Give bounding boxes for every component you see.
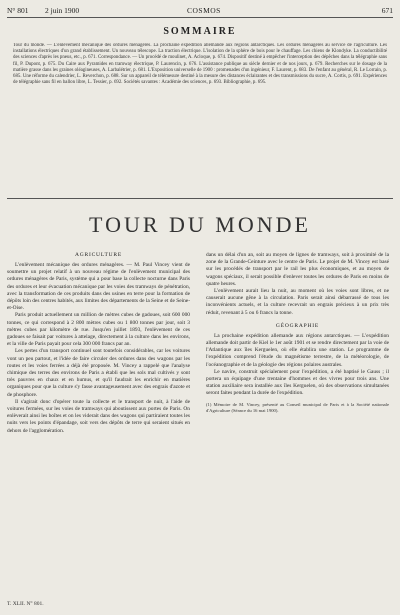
header-rule bbox=[7, 17, 393, 18]
left-column bbox=[7, 249, 190, 594]
paragraph: L'enlèvement aurait lieu la nuit, au moment où les voies sont libres, et ne causerait aucune gêne à la circulation. Paris serait ainsi débarrassé de tous les inconvénients actuels, et la culture recevrait un engrais précieux à un prix très réduit, revenant à 5 ou 6 francs la tonne. bbox=[206, 288, 389, 316]
paragraph: Les pertes d'un transport continuel sont toutefois considérables, car les voitures vont un peu partout, et l'idée de faire circuler des ordures dans des wagons par les routes et les voies ferrées a déjà été proposée. M. Vincey a rappelé que l'analyse chimique des terres des environs de Paris a établi que les sols mal cultivés y sont très pauvres en chaux et en humus, et qu'il faudrait les enrichir en matières organiques pour que la culture s'y fasse avantageusement avec des engrais d'azote et de phosphore. bbox=[7, 348, 190, 398]
journal-page bbox=[7, 4, 393, 611]
sommaire-text: Tour du monde. — L'enlèvement mécanique des ordures ménagères. La prochaine expédition allemande aux régions antarctiques. Les ordures ménagères au service de l'agriculture. Les installations électriques d'un grand établissement. Un nouveau télescope. La traction électrique. L'isolation de la sphère de bois pour le chauffage. Les chiens de Klondyke. La conductibilité des sciences d'après les pneus, etc., p. 671. Correspondance. — Un procédé de moulinet, A. Acloque, p. 674. Dispositif destiné à empêcher l'interception des dépêches dans la télégraphie sans fil, P. Dupont, p. 675. Du Caire aux Pyramides en tramway électrique, P. Laurencin, p. 676. L'assistance publique au siècle dernier et de nos jours, p. 679. Recherches sur le dosage de la matière grasse dans les graines oléagineuses, A. Larbalétrier, p. 681. L'Exposition universelle de 1900 : promenades d'un ingénieur, F. Laurent, p. 683. De l'enfant au général, R. Le Lorrain, p. 685. Une réforme du calendrier, L. Reverchon, p. 688. Sur un appareil de télémesure destiné à la mesure des distances éclairantes et des transmissions du sucre, A. Cortis, p. 691. Expériences de télégraphie sans fil en ballon libre, L. Tessier, p. 692. Sociétés savantes : Académie des sciences, p. 693. Bibliographie, p. 695. bbox=[13, 43, 387, 86]
section-heading: AGRICULTURE bbox=[74, 252, 123, 258]
paragraph: L'enlèvement mécanique des ordures ménagères. — M. Paul Vincey vient de soumettre un projet relatif à un nouveau régime de l'enlèvement municipal des ordures ménagères de Paris, système qui a pour base la collecte nocturne dans Paris des ordures et leur évacuation mécanique par les voies des tramways de pénétration, avec la transformation de ces produits dans des usines en terre pour la formation de dépôts loin des centres habités, aux limites des départements de la Seine et de Seine-et-Oise. bbox=[7, 262, 190, 312]
section-heading: GÉOGRAPHIE bbox=[275, 322, 320, 329]
right-column bbox=[206, 249, 389, 594]
sommaire-rule bbox=[7, 198, 393, 199]
paragraph: Il s'agirait donc d'opérer toute la collecte et le transport de nuit, à l'aide de voitures fermées, sur les voies de tramways qui aboutissent aux portes de Paris. On enlèverait ainsi les boîtes et on les viderait dans des wagons qui partiraient toutes les nuits vers les points d'épandage, soit vers des dépôts de terre qui seraient situés en dehors de l'agglomération. bbox=[7, 398, 190, 434]
issue-date: 2 juin 1900 bbox=[45, 6, 80, 15]
issue-number: N° 801 bbox=[7, 6, 29, 15]
page-number: 671 bbox=[381, 6, 393, 15]
journal-name: COSMOS bbox=[187, 6, 221, 15]
paragraph: dans un délai d'un an, soit au moyen de lignes de tramways, soit à proximité de la zone de la Grande-Ceinture avec le centre de Paris. Le projet de M. Vincey est basé sur les procédés de transport par le rail les plus économiques, et au moyen de wagons spéciaux, il serait possible d'enlever toutes les ordures de Paris en moins de quatre heures. bbox=[206, 252, 389, 287]
article-title: TOUR DU MONDE bbox=[89, 212, 311, 237]
page-header bbox=[7, 4, 393, 16]
footnote: (1) Mémoire de M. Vincey, présenté au Conseil municipal de Paris et à la Société nationale d'Agriculture (Séance du 16 mai 1900). bbox=[206, 401, 389, 413]
paragraph: Le navire, construit spécialement pour l'expédition, a été baptisé le Gauss ; il portera un équipage d'une trentaine d'hommes et des vivres pour trois ans. Une station auxiliaire sera installée aux îles Kerguelen, où des observations simultanées seront faites pendant la durée de l'expédition. bbox=[206, 368, 389, 397]
paragraph: Paris produit actuellement un million de mètres cubes de gadoues, soit 600 000 tonnes, ce qui correspond à 2 800 mètres cubes ou 1 800 tonnes par jour, soit 3 mètres cubes par kilomètre de rue. Jusqu'en juillet 1893, l'enlèvement de ces gadoues se faisait par voitures à attelage, directement à la culture dans les environs, et la ville de Paris payait pour cela 300 000 francs par an. bbox=[7, 312, 190, 348]
volume-footer: T. XLII. N° 801. bbox=[7, 601, 44, 607]
paragraph: La prochaine expédition allemande aux régions antarctiques. — L'expédition allemande doit partir de Kiel le 1er août 1901 et se rendre directement par la voie de l'Atlantique aux îles Kerguelen, où elle établira une station. Le programme de l'expédition comprend l'étude du magnétisme terrestre, de la météorologie, de l'océanographie et de la géologie des régions polaires australes. bbox=[206, 332, 389, 368]
sommaire-title: SOMMAIRE bbox=[163, 26, 237, 37]
